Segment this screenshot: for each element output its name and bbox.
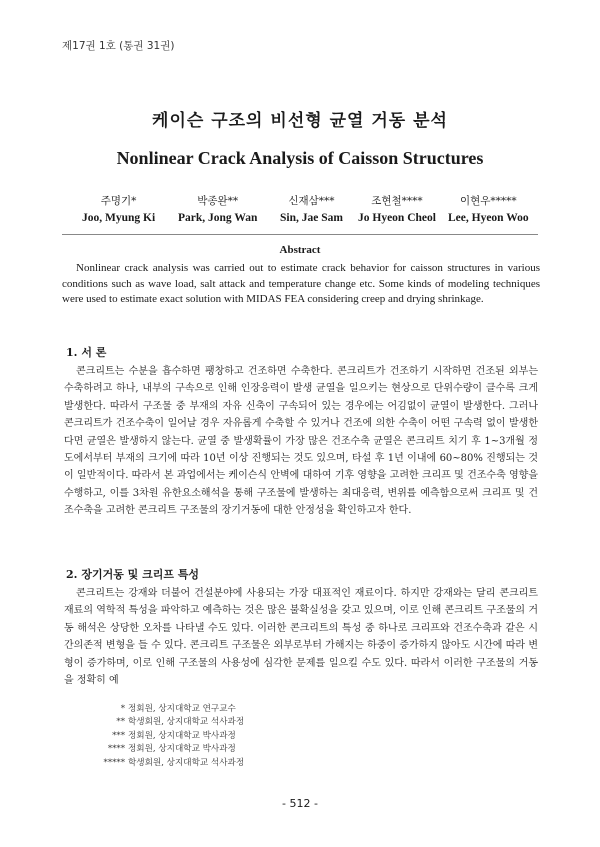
footnote-text: 정회원, 상지대학교 박사과정 (128, 730, 236, 741)
title-korean: 케이슨 구조의 비선형 균열 거동 분석 (152, 111, 448, 131)
author-name-english: Park, Jong Wan (178, 212, 258, 224)
author-name-english: Lee, Hyeon Woo (448, 212, 529, 224)
footnote-3 (85, 730, 244, 743)
footnote-mark: ***** (103, 757, 125, 768)
divider-rule (62, 234, 538, 235)
abstract-body: Nonlinear crack analysis was carried out to estimate crack behavior for caisson structures in various conditions such as wave load, salt attack and temperature change etc. Some kinds of modeling techniques were used to estimate exact solution with MIDAS FEA considering creep and drying shrinkage. (62, 262, 540, 305)
author-1 (82, 193, 155, 227)
page-number: - 512 - (282, 797, 318, 810)
title-english: Nonlinear Crack Analysis of Caisson Structures (116, 148, 484, 168)
footnote-mark: * (120, 704, 125, 714)
section-heading-creep: 2. 장기거동 및 크리프 특성 (66, 568, 200, 581)
footnote-4 (85, 743, 244, 756)
footnote-mark: ** (116, 717, 125, 728)
footnote-1 (85, 703, 244, 716)
footnote-text: 정회원, 상지대학교 연구교수 (128, 704, 236, 714)
section-heading-introduction: 1. 서 론 (66, 346, 107, 359)
author-3 (280, 193, 343, 227)
author-name-english: Sin, Jae Sam (280, 212, 343, 224)
author-name-english: Joo, Myung Ki (82, 212, 156, 224)
footnote-mark: *** (112, 730, 125, 741)
section-body-introduction: 콘크리트는 수분을 흡수하면 팽창하고 건조하면 수축한다. 콘크리트가 건조하기 시작하면 건조된 외부는 수축하려고 하나, 내부의 구속으로 인해 인장응력이 발생 균열을 일으키는 현상으로 단위수량이 클수록 크게 발생한다. 따라서 구조물 중 부재의 자유 신축이 구속되어 있는 경우에는 어김없이 균열이 발생한다. 그러나 콘크리트가 건조수축이 일어날 경우 자유롭게 수축할 수 있거나 건조에 의한 수축이 어떤 구속력 없이 발생한다면 균열은 발생하지 않는다. 균열 중 발생확률이 가장 많은 건조수축 균열은 콘크리트 치기 후 1~3개월 정도에서부터 부재의 크기에 따라 10년 이상 진행되는 것도 있으며, 타설 후 1년 이내에 60~80% 진행되는 것이 일반적이다. 따라서 본 과업에서는 케이슨식 안벽에 대하여 기후 영향을 고려한 크리프 및 건조수축 영향을 수행하고, 이를 3차원 유한요소해석을 통해 구조물에 발생하는 최대응력, 변위를 예측함으로써 크리프 및 건조수축을 고려한 콘크리트 구조물의 장기거동에 대한 안정성을 확인하고자 한다. (64, 366, 538, 517)
author-4 (358, 193, 436, 227)
author-name-korean: 조현철**** (371, 195, 423, 207)
footnote-text: 학생회원, 상지대학교 석사과정 (128, 717, 245, 728)
footnote-2 (85, 716, 244, 729)
footnote-5 (85, 757, 244, 770)
journal-volume: 제17권 1호 (통권 31권) (62, 40, 175, 52)
abstract-heading: Abstract (279, 244, 321, 256)
author-name-korean: 신재삼*** (288, 195, 335, 207)
author-name-korean: 이현우***** (459, 195, 517, 207)
footnote-mark: **** (107, 744, 125, 755)
author-5 (448, 193, 529, 227)
footnote-list (85, 703, 244, 770)
footnote-text: 학생회원, 상지대학교 석사과정 (128, 757, 245, 768)
footnote-text: 정회원, 상지대학교 박사과정 (128, 744, 236, 755)
author-name-korean: 주명기* (100, 195, 137, 207)
author-name-english: Jo Hyeon Cheol (358, 212, 436, 224)
author-name-korean: 박종완** (197, 195, 239, 207)
author-2 (178, 193, 257, 227)
section-body-creep: 콘크리트는 강재와 더불어 건설분야에 사용되는 가장 대표적인 재료이다. 하지만 강재와는 달리 콘크리트 재료의 역학적 특성을 파악하고 예측하는 것은 많은 불확실성을 갖고 있으며, 이로 인해 콘크리트 구조물의 거동 해석은 상당한 오차를 나타낼 수도 있다. 이러한 콘크리트의 특성 중 하나로 크리프와 건조수축과 같은 시간의존적 변형을 들 수 있다. 콘크리트 구조물은 외부로부터 가해지는 하중이 증가하지 않아도 시간에 따라 변형이 증가하며, 이로 인해 구조물의 사용성에 심각한 문제를 일으킬 수도 있다. 따라서 이러한 구조물의 거동을 정확히 예 (64, 588, 538, 687)
